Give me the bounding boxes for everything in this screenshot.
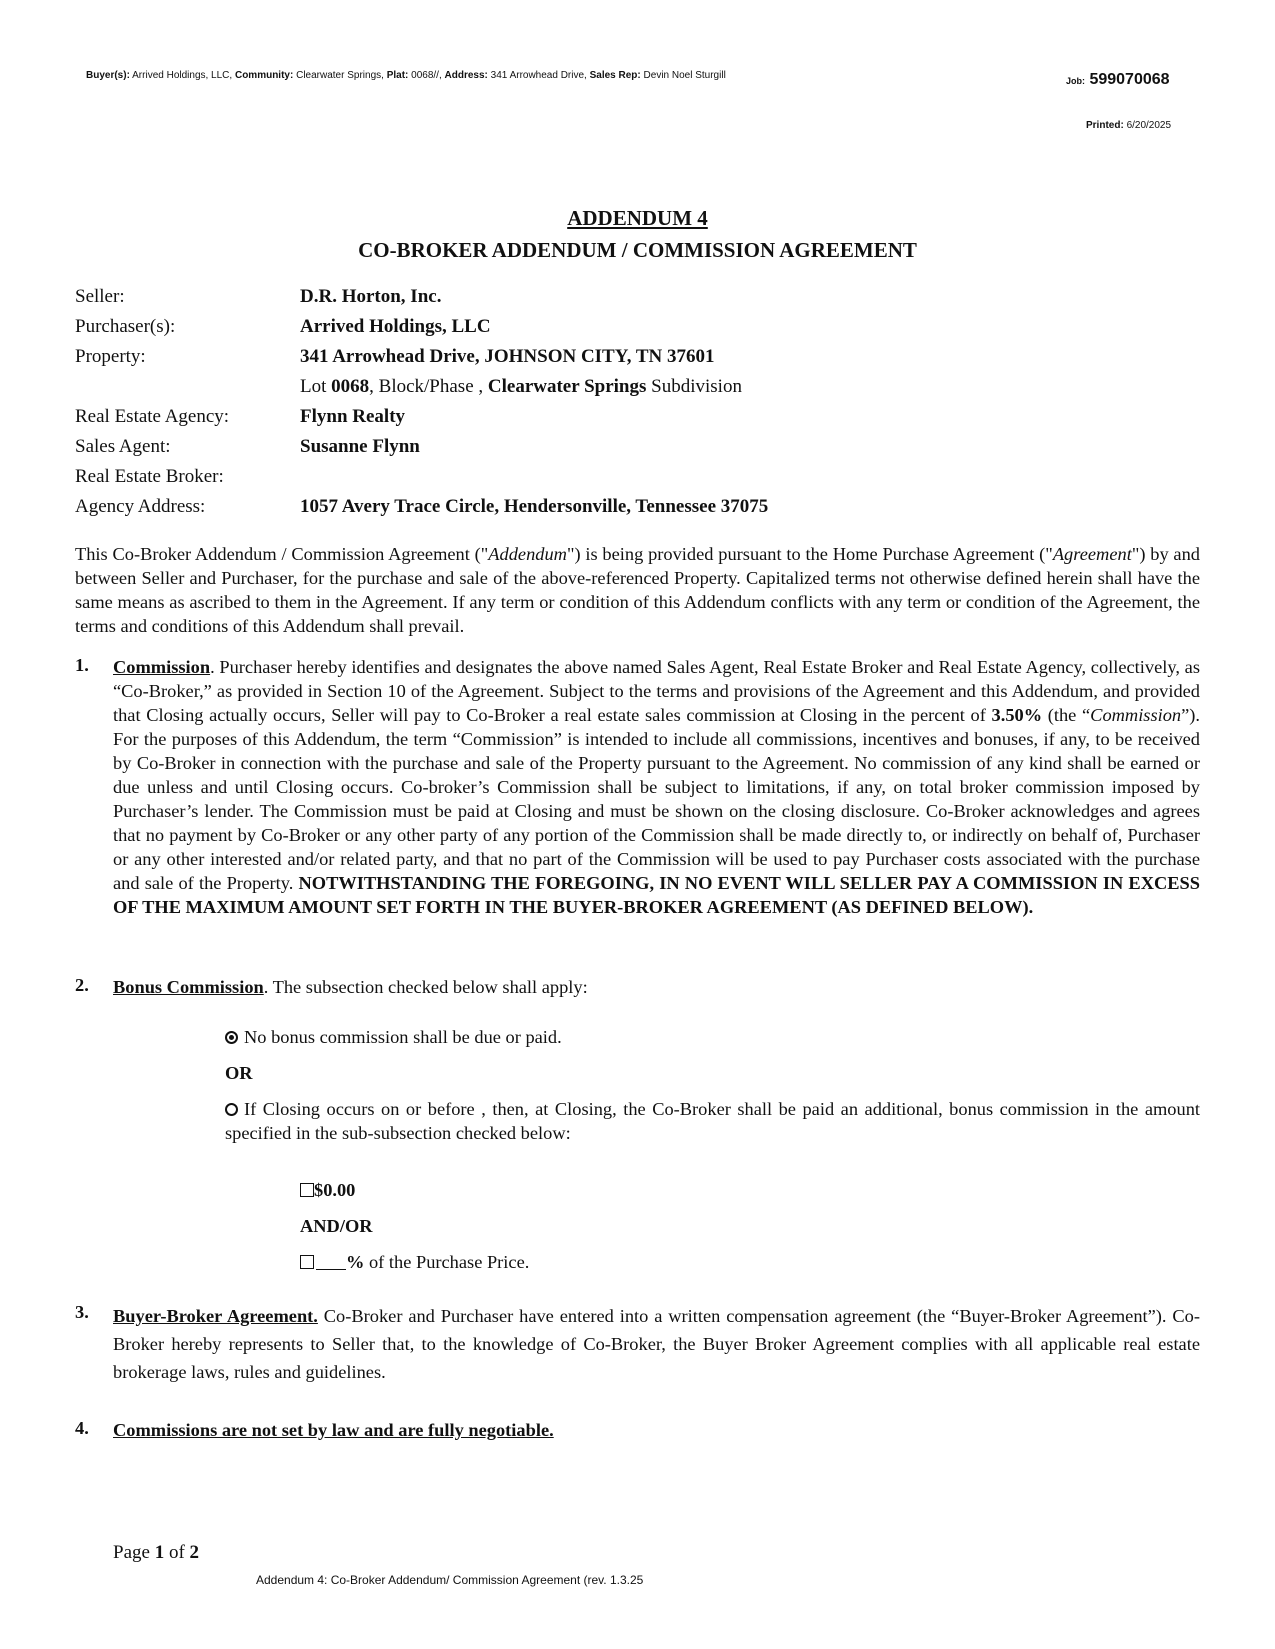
sales-rep-label: Sales Rep: <box>589 70 641 81</box>
agent-value: Susanne Flynn <box>300 436 420 457</box>
lot-value: 0068 <box>331 376 370 397</box>
section-4-number: 4. <box>75 1418 89 1438</box>
buyers-value: Arrived Holdings, LLC, <box>132 70 233 81</box>
radio-selected-icon[interactable] <box>225 1031 238 1044</box>
buyers-label: Buyer(s): <box>86 70 130 81</box>
job-value: 599070068 <box>1089 71 1170 88</box>
job-label: Job: <box>1066 76 1085 86</box>
option-bonus-label: If Closing occurs on or before , then, at Closing, the Co-Broker shall be paid an additional, bonus commission in the amount specified in the sub-subsection checked below: <box>225 1099 1200 1143</box>
section-3-heading: Buyer-Broker Agreement. <box>113 1306 318 1326</box>
header-line <box>86 70 726 81</box>
checkbox-amount-icon[interactable] <box>300 1183 314 1197</box>
address-label: Address: <box>444 70 488 81</box>
seller-value: D.R. Horton, Inc. <box>300 286 442 307</box>
property-value: 341 Arrowhead Drive, JOHNSON CITY, TN 37601 <box>300 346 715 367</box>
broker-label: Real Estate Broker: <box>75 466 224 487</box>
commission-percent: 3.50% <box>991 705 1043 725</box>
andor-label: AND/OR <box>300 1216 373 1236</box>
community-label: Community: <box>234 70 294 81</box>
checkbox-percent-icon[interactable] <box>300 1255 314 1269</box>
section-1-number: 1. <box>75 655 89 675</box>
bonus-amount-option <box>300 1178 355 1202</box>
sales-rep-value: Devin Noel Sturgill <box>643 70 726 81</box>
plat-value: 0068//, <box>411 70 442 81</box>
agent-label: Sales Agent: <box>75 436 171 457</box>
section-4-negotiable <box>113 1418 1200 1442</box>
radio-unselected-icon[interactable] <box>225 1103 238 1116</box>
property-label: Property: <box>75 346 146 367</box>
option-no-bonus-label: No bonus commission shall be due or paid. <box>244 1027 562 1047</box>
section-4-heading: Commissions are not set by law and are fully negotiable. <box>113 1420 554 1440</box>
purchaser-value: Arrived Holdings, LLC <box>300 316 491 337</box>
lot-line <box>300 376 742 398</box>
section-2-heading: Bonus Commission <box>113 977 264 997</box>
bonus-amount: $0.00 <box>314 1180 356 1200</box>
intro-paragraph: This Co-Broker Addendum / Commission Agreement ("Addendum") is being provided pursuant to the Home Purchase Agreement ("Agreement") by and between Seller and Purchaser, for the purchase and sale of the above-referenced Property. Capitalized terms not otherwise defined herein shall have the same means as ascribed to them in the Agreement. If any term or condition of this Addendum conflicts with any term or condition of the Agreement, the terms and conditions of this Addendum shall prevail. <box>75 544 1200 636</box>
document-subtitle: CO-BROKER ADDENDUM / COMMISSION AGREEMENT <box>358 238 917 262</box>
agency-address-label: Agency Address: <box>75 496 206 517</box>
option-bonus <box>225 1097 1200 1145</box>
document-title: ADDENDUM 4 <box>567 206 708 230</box>
lot-mid: , Block/Phase , <box>369 376 488 397</box>
printed-label: Printed: <box>1086 120 1124 131</box>
section-2-bonus: Bonus Commission. The subsection checked below shall apply: <box>113 977 588 997</box>
section-1-commission: Commission. Purchaser hereby identifies and designates the above named Sales Agent, Real Estate Broker and Real Estate Agency, collectively, as “Co-Broker,” as provided in Section 10 of the Agreement. Subject to the terms and provisions of the Agreement and this Addendum, and provided that Closing actually occurs, Seller will pay to Co-Broker a real estate sales commission at Closing in the percent of 3.50% (the “Commission”). For the purposes of this Addendum, the term “Commission” is intended to include all commissions, incentives and bonuses, if any, to be received by Co-Broker in connection with the purchase and sale of the Property pursuant to the Agreement. No commission of any kind shall be earned or due unless and until Closing occurs. Co-broker’s Commission shall be subject to limitations, if any, on total broker commission imposed by Purchaser’s lender. The Commission must be paid at Closing and must be shown on the closing disclosure. Co-Broker acknowledges and agrees that no payment by Co-Broker or any other party of any portion of the Commission shall be made directly to, or indirectly on behalf of, Purchaser or any other interested and/or related party, and that no part of the Commission will be used to pay Purchaser costs associated with the purchase and sale of the Property. NOTWITHSTANDING THE FOREGOING, IN NO EVENT WILL SELLER PAY A COMMISSION IN EXCESS OF THE MAXIMUM AMOUNT SET FORTH IN THE BUYER-BROKER AGREEMENT (AS DEFINED BELOW). <box>113 657 1201 917</box>
footer-revision: Addendum 4: Co-Broker Addendum/ Commission Agreement (rev. 1.3.25 <box>256 1573 644 1587</box>
lot-prefix: Lot <box>300 376 332 397</box>
seller-label: Seller: <box>75 286 125 307</box>
agency-address-value: 1057 Avery Trace Circle, Hendersonville, Tennessee 37075 <box>300 496 769 517</box>
section-1-heading: Commission <box>113 657 211 677</box>
job-number <box>1066 71 1170 89</box>
bonus-percent-option <box>300 1250 529 1274</box>
printed-value: 6/20/2025 <box>1126 120 1172 131</box>
section-3-number: 3. <box>75 1302 89 1322</box>
address-value: 341 Arrowhead Drive, <box>490 70 587 81</box>
section-2-number: 2. <box>75 975 89 995</box>
percent-blank[interactable] <box>316 1269 346 1270</box>
section-3-buyer-broker: Buyer-Broker Agreement. Co-Broker and Purchaser have entered into a written compensation agreement (the “Buyer-Broker Agreement”). Co-Broker hereby represents to Seller that, to the knowledge of Co-Broker, the Buyer Broker Agreement complies with all applicable real estate brokerage laws, rules and guidelines. <box>113 1306 1200 1382</box>
subdivision-value: Clearwater Springs <box>487 376 647 397</box>
page-number: Page 1 of 2 <box>113 1542 200 1563</box>
percent-text: of the Purchase Price. <box>364 1252 530 1272</box>
agency-label: Real Estate Agency: <box>75 406 230 427</box>
percent-sign: % <box>346 1252 365 1272</box>
agency-value: Flynn Realty <box>300 406 406 427</box>
or-label: OR <box>225 1063 253 1083</box>
community-value: Clearwater Springs, <box>296 70 384 81</box>
printed-date <box>1086 120 1171 131</box>
subdivision-suffix: Subdivision <box>646 376 742 397</box>
plat-label: Plat: <box>386 70 409 81</box>
option-no-bonus <box>225 1025 562 1049</box>
purchaser-label: Purchaser(s): <box>75 316 176 337</box>
